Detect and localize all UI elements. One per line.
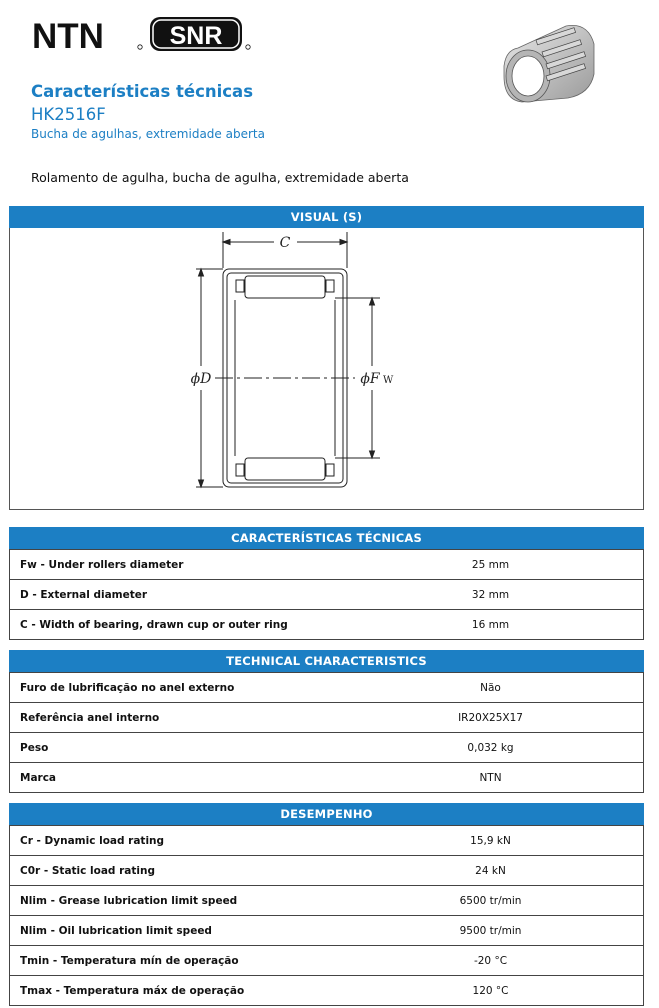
spec-value: 9500 tr/min [338, 916, 644, 946]
table-row [10, 946, 644, 976]
spec-label: Peso [10, 733, 339, 763]
spec-label: Marca [10, 763, 339, 793]
spec-label: Cr - Dynamic load rating [10, 826, 339, 856]
dimension-c-label: C [279, 235, 291, 251]
table-row [10, 856, 644, 886]
table-row [10, 886, 644, 916]
section-heading-technical-en: TECHNICAL CHARACTERISTICS [9, 650, 644, 672]
spec-value: 15,9 kN [338, 826, 644, 856]
ntn-snr-logo [32, 14, 254, 54]
bearing-cross-section-drawing [10, 228, 643, 509]
bearing-product-image [498, 18, 608, 108]
dimension-fw-subscript: W [383, 375, 394, 386]
table-row [10, 703, 644, 733]
spec-value: Não [338, 673, 644, 703]
spec-label: Nlim - Oil lubrication limit speed [10, 916, 339, 946]
product-description: Rolamento de agulha, bucha de agulha, extremidade aberta [31, 170, 409, 185]
spec-table-dimensions [9, 549, 644, 640]
spec-value: IR20X25X17 [338, 703, 644, 733]
spec-label: Fw - Under rollers diameter [10, 550, 339, 580]
spec-value: 120 °C [338, 976, 644, 1006]
section-heading-technical-pt: CARACTERÍSTICAS TÉCNICAS [9, 527, 644, 549]
spec-value: 16 mm [338, 610, 644, 640]
table-row [10, 976, 644, 1006]
table-row [10, 673, 644, 703]
table-row [10, 550, 644, 580]
spec-label: Referência anel interno [10, 703, 339, 733]
ntn-logo-text: NTN [32, 17, 104, 54]
spec-label: Nlim - Grease lubrication limit speed [10, 886, 339, 916]
product-reference: HK2516F [31, 105, 106, 124]
spec-label: D - External diameter [10, 580, 339, 610]
spec-value: 6500 tr/min [338, 886, 644, 916]
spec-value: NTN [338, 763, 644, 793]
spec-table-performance [9, 825, 644, 1006]
table-row [10, 763, 644, 793]
spec-label: Tmin - Temperatura mín de operação [10, 946, 339, 976]
table-row [10, 733, 644, 763]
table-row [10, 580, 644, 610]
spec-label: C - Width of bearing, drawn cup or outer ring [10, 610, 339, 640]
visual-section-heading: VISUAL (S) [9, 206, 644, 228]
spec-value: 24 kN [338, 856, 644, 886]
table-row [10, 610, 644, 640]
product-subtitle: Bucha de agulhas, extremidade aberta [31, 127, 265, 141]
dimension-d-label: ϕD [190, 371, 212, 387]
spec-label: Furo de lubrificação no anel externo [10, 673, 339, 703]
spec-label: C0r - Static load rating [10, 856, 339, 886]
technical-drawing-panel [9, 228, 644, 510]
snr-logo-text: SNR [169, 22, 223, 50]
section-heading-performance: DESEMPENHO [9, 803, 644, 825]
table-row [10, 826, 644, 856]
spec-value: 25 mm [338, 550, 644, 580]
table-row [10, 916, 644, 946]
spec-table-technical [9, 672, 644, 793]
spec-value: 0,032 kg [338, 733, 644, 763]
page-title: Características técnicas [31, 82, 254, 101]
spec-value: 32 mm [338, 580, 644, 610]
spec-value: -20 °C [338, 946, 644, 976]
spec-label: Tmax - Temperatura máx de operação [10, 976, 339, 1006]
dimension-fw-label: ϕF [360, 371, 380, 387]
